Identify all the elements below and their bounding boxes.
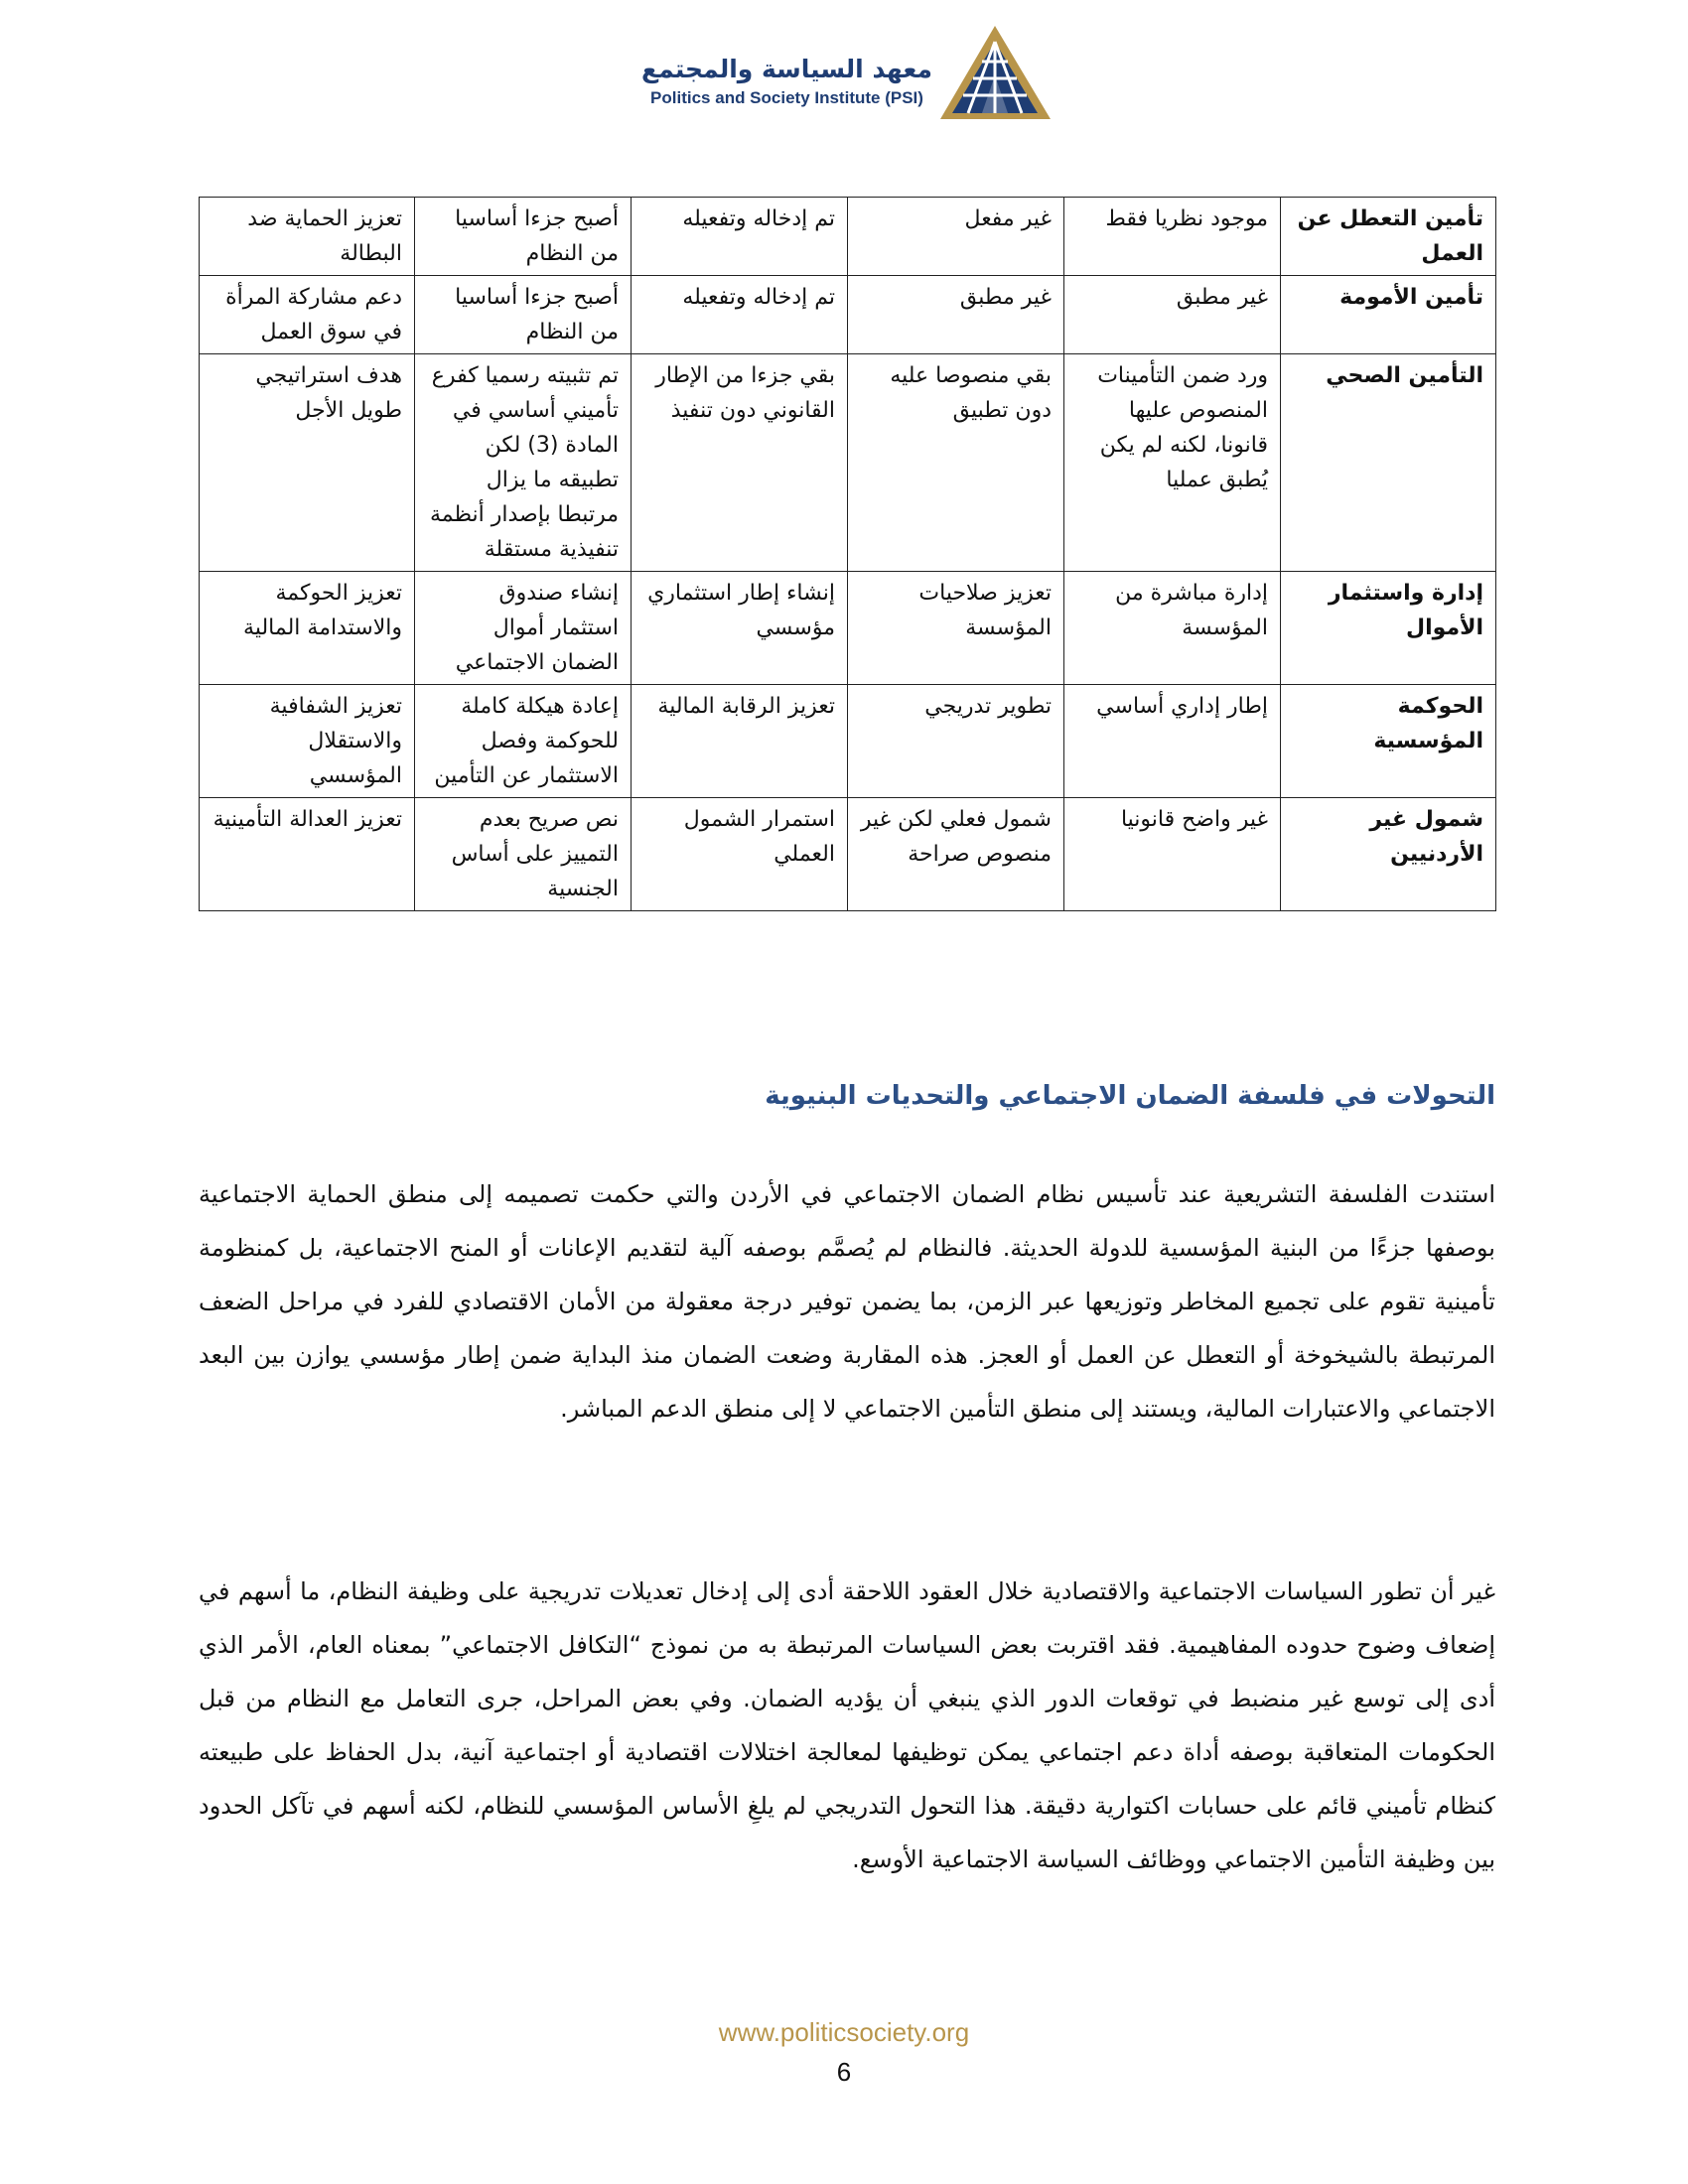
section-heading: التحولات في فلسفة الضمان الاجتماعي والتحديات البنيوية [765,1081,1495,1111]
table-cell: بقي جزءا من الإطار القانوني دون تنفيذ [632,354,848,572]
table-cell: ورد ضمن التأمينات المنصوص عليها قانونا، لكنه لم يكن يُطبق عمليا [1064,354,1281,572]
table-cell: إنشاء إطار استثماري مؤسسي [632,572,848,685]
table-cell: بقي منصوصا عليه دون تطبيق [848,354,1064,572]
table-row [200,198,1496,276]
table-cell: إعادة هيكلة كاملة للحوكمة وفصل الاستثمار عن التأمين [415,685,632,798]
table-row [200,572,1496,685]
row-label: شمول غير الأردنيين [1281,798,1496,911]
table-cell: نص صريح بعدم التمييز على أساس الجنسية [415,798,632,911]
logo-arabic-name: معهد السياسة والمجتمع [641,55,932,83]
table-cell: تم إدخاله وتفعيله [632,198,848,276]
table-cell: غير مطبق [848,276,1064,354]
row-label: الحوكمة المؤسسية [1281,685,1496,798]
table-cell: إدارة مباشرة من المؤسسة [1064,572,1281,685]
table-cell: دعم مشاركة المرأة في سوق العمل [200,276,415,354]
body-paragraph: غير أن تطور السياسات الاجتماعية والاقتصادية خلال العقود اللاحقة أدى إلى إدخال تعديلات تدريجية على وظيفة النظام، ما أسهم في إضعاف وضوح حدوده المفاهيمية. فقد اقتربت بعض السياسات المرتبطة به من نموذج “التكافل الاجتماعي” بمعناه العام، الأمر الذي أدى إلى توسع غير منضبط في توقعات الدور الذي ينبغي أن يؤديه الضمان. وفي بعض المراحل، جرى التعامل مع النظام من قبل الحكومات المتعاقبة بوصفه أداة دعم اجتماعي يمكن توظيفها لمعالجة اختلالات اقتصادية أو اجتماعية آنية، بدل الحفاظ على طبيعته كنظام تأميني قائم على حسابات اكتوارية دقيقة. هذا التحول التدريجي لم يلغِ الأساس المؤسسي للنظام، لكنه أسهم في تآكل الحدود بين وظيفة التأمين الاجتماعي ووظائف السياسة الاجتماعية الأوسع. [199,1577,1495,1873]
page-number: 6 [836,2057,852,2087]
table-cell: تعزيز العدالة التأمينية [200,798,415,911]
table-cell: تعزيز الحوكمة والاستدامة المالية [200,572,415,685]
footer-website-link[interactable]: www.politicsociety.org [718,2017,970,2047]
table-row [200,276,1496,354]
logo-english-name: Politics and Society Institute (PSI) [650,88,923,107]
table-cell: شمول فعلي لكن غير منصوص صراحة [848,798,1064,911]
body-paragraph: استندت الفلسفة التشريعية عند تأسيس نظام الضمان الاجتماعي في الأردن والتي حكمت تصميمه إلى منطق الحماية الاجتماعية بوصفها جزءًا من البنية المؤسسية للدولة الحديثة. فالنظام لم يُصمَّم بوصفه آلية لتقديم الإعانات أو المنح الاجتماعية، بل كمنظومة تأمينية تقوم على تجميع المخاطر وتوزيعها عبر الزمن، بما يضمن توفير درجة معقولة من الأمان الاقتصادي للفرد في مراحل الضعف المرتبطة بالشيخوخة أو التعطل عن العمل أو العجز. هذه المقاربة وضعت الضمان منذ البداية ضمن إطار مؤسسي يوازن بين البعد الاجتماعي والاعتبارات المالية، ويستند إلى منطق التأمين الاجتماعي لا إلى منطق الدعم المباشر. [199,1180,1495,1423]
table-cell: أصبح جزءا أساسيا من النظام [415,276,632,354]
table-cell: تعزيز الشفافية والاستقلال المؤسسي [200,685,415,798]
table-cell: أصبح جزءا أساسيا من النظام [415,198,632,276]
table-cell: تم تثبيته رسميا كفرع تأميني أساسي في المادة (3) لكن تطبيقه ما يزال مرتبطا بإصدار أنظمة تنفيذية مستقلة [415,354,632,572]
pyramid-logo-icon [938,24,1053,123]
table-cell: تطوير تدريجي [848,685,1064,798]
table-cell: غير مطبق [1064,276,1281,354]
table-cell: هدف استراتيجي طويل الأجل [200,354,415,572]
table-cell: تعزيز الحماية ضد البطالة [200,198,415,276]
table-row [200,685,1496,798]
logo-text [635,54,938,109]
row-label: تأمين الأمومة [1281,276,1496,354]
comparison-table [199,197,1496,911]
table-cell: تعزيز صلاحيات المؤسسة [848,572,1064,685]
row-label: إدارة واستثمار الأموال [1281,572,1496,685]
table-row [200,354,1496,572]
row-label: التأمين الصحي [1281,354,1496,572]
table-row [200,798,1496,911]
table-cell: غير مفعل [848,198,1064,276]
table-cell: موجود نظريا فقط [1064,198,1281,276]
table-cell: تم إدخاله وتفعيله [632,276,848,354]
table-cell: استمرار الشمول العملي [632,798,848,911]
table-cell: تعزيز الرقابة المالية [632,685,848,798]
table-cell: إنشاء صندوق استثمار أموال الضمان الاجتماعي [415,572,632,685]
institute-logo [635,24,1053,133]
table-cell: غير واضح قانونيا [1064,798,1281,911]
page-header [0,18,1688,127]
table-cell: إطار إداري أساسي [1064,685,1281,798]
row-label: تأمين التعطل عن العمل [1281,198,1496,276]
